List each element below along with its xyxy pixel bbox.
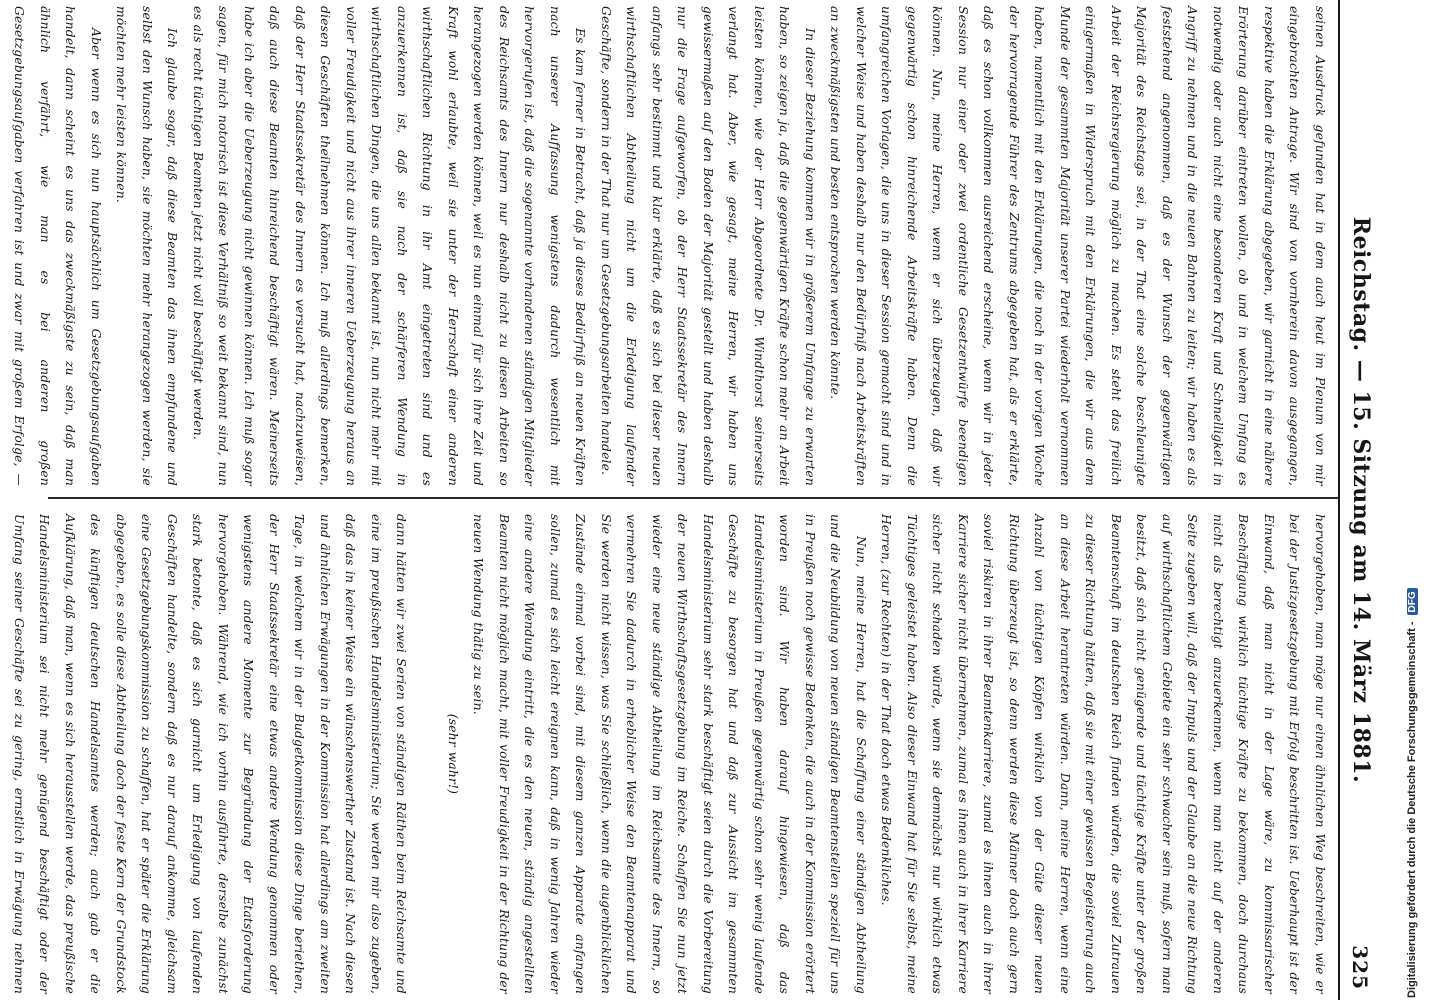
paragraph: Es kam ferner in Betracht, daß ja dieses Bedürfniß an neuen Kräften nach unserer Auffassung wenigstens dadurch wesentlich mit hervorgerufen ist, daß die sogenannte vorhandenen ständigen Mitglieder des Reichsamts des Innern nur deshalb nicht zu diesen Arbeiten so herangezogen werden können, weil es nun einmal für sich ihre Zeit und Kraft wohl erlaubte, weil sie unter der Herrschaft einer anderen wirthschaftlichen Richtung in ihr Amt eingetreten sind und es anzuerkennen ist, daß sie nach der schärferen Wendung in wirthschaftlichen Dingen, die uns allen bekannt ist, nun nicht mehr mit voller Freudigkeit und nicht aus ihrer inneren Ueberzeugung heraus an diesen Geschäften theilnehmen können. Ich muß allerdings bemerken, daß der Herr Staatssekretär des Innern es versucht hat, nachzuweisen, daß auch diese Beamten hinreichend beschäftigt wären. Meinerseits habe ich aber die Ueberzeugung nicht gewinnen können. Ich muß sogar sagen, für mich notorisch ist diese Verhältniß so weit bekannt sind, nun es als recht tüchtigen Beamten jetzt nicht voll beschäftigt werden.	[191, 6, 588, 486]
section-gap	[414, 514, 440, 994]
page-number: 325	[1348, 945, 1372, 990]
credit-text: Digitalisierung gefördert durch die Deutsche Forschungsgemeinschaft -	[1406, 621, 1418, 998]
left-column	[0, 6, 1332, 486]
paragraph: Nun, meine Herren, hat die Schaffung einer ständigen Abtheilung und die Neubildung von neuen ständigen Beamtenstellen speziell für uns in Preußen noch gewisse Bedenken, die auch in der Kommission erörtert worden sind. Wir haben darauf hingewiesen, daß das Handelsministerium in Preußen gegenwärtig schon sehr wenig laufende Geschäfte zu besorgen hat und daß zur Aussicht im gesammten Handelsministerium sehr stark beschäftigt seien durch die Vorbereitung der neuen Wirthschaftsgesetzgebung im Reiche. Schaffen Sie nun jetzt wieder eine neue ständige Abtheilung im Reichsamte des Innern, so vermehren Sie dadurch in erheblicher Weise den Beamtenapparat und Sie werden nicht wissen, was Sie schließlich, wenn die augenblicklichen Zustände einmal vorbei sind, mit diesem ganzen Apparate anfangen sollen, zumal es sich leicht ereignen kann, daß in wenig Jahren wieder eine andere Wendung eintritt, die es den neuen, ständig angestellten Beamten nicht möglich macht, mit voller Freudigkeit in der Richtung der neuen Wendung thätig zu sein.	[471, 514, 868, 994]
paragraph: Ich glaube sogar, daß diese Beamten das ihnen empfundene und selbst den Wunsch haben, sie möchten mehr herangezogen werden, sie möchten mehr leisten können.	[114, 6, 180, 486]
page-header	[1334, 0, 1390, 1000]
paragraph: dann hätten wir zwei Serien von ständigen Räthen beim Reichsamte und eine im preußischen Handelsministerium; Sie werden mir also zugeben, daß das in keiner Weise ein wünschenswerther Zustand ist. Nach diesen und ähnlichen Erwägungen in der Kommission hat allerdings am zweiten Tage, in welchem wir in der Budgetkommission diese Dinge beriethen, der Herr Staatssekretär eine etwas andere Wendung genommen oder wenigstens andere Momente zur Begründung der Etatsforderung hervorgehoben. Während, wie ich vorhin ausführte, derselbe zunächst stark betonte, daß es sich garnicht um Erledigung von laufenden Geschäften handelte, sondern daß es nur darauf ankomme, gleichsam eine Gesetzgebungskommission zu schaffen, hat er später die Erklärung abgegeben, es solle diese Abtheilung doch der feste Kern der Grundstock des künftigen deutschen Handelsamtes werden; auch gab er die Aufklärung, daß man, wenn es sich herausstellen werde, das preußische Handelsministerium sei nicht mehr genügend beschäftigt oder der Umfang seiner Geschäfte sei zu gering, ernstlich in Erwägung nehmen	[12, 514, 409, 994]
dfg-logo: DFG	[1407, 588, 1418, 615]
paragraph: seinen Ausdruck gefunden hat in dem auch heut im Plenum von mir eingebrachten Antrage. Wir sind von vornherein davon ausgegangen, respektive haben die Erklärung abgegeben, wir garnicht in eine nähere Erörterung darüber eintreten wollen, ob und in welchem Umfang es notwendig oder auch nicht eine besonderen Kraft und Schnelligkeit in Angriff zu nehmen und in die neuen Bahnen zu leiten; wir haben es als feststehend angenommen, daß es der Wunsch der gegenwärtigen Majorität des Reichstags sei, in der That eine solche beschleunigte Arbeit der Reichsregierung möglich zu machen. Es steht das freilich einigermaßen in Widerspruch mit den Erklärungen, die wir aus dem Munde der gesammten Majorität unserer Partei wiederholt vernommen haben, namentlich mit den Erklärungen, die noch in der vorigen Woche der hervorragende Führer des Zentrums abgegeben hat, als er erklärte, daß es schon vollkommen ausreichend erscheine, wenn wir in jeder Session nur einer oder zwei ordentliche Gesetzentwürfe beendigen können. Nun, meine Herren, wenn er sich überzeugen, daß wir gegenwärtig schon hinreichende Arbeitskräfte haben. Denn die umfangreichen Vorlagen, die uns in dieser Session gemacht sind und in welcher Weise und haben deshalb nur den Bedürfniß nach Arbeitskräften an zweckmäßigsten und besten entsprochen werden könnte.	[828, 6, 1327, 486]
paragraph: Aber wenn es sich nun hauptsächlich um Gesetzgebungsaufgaben handelt, dann scheint es uns das zweckmäßigste zu sein, daß man ähnlich verfährt, wie man es bei anderen großen Gesetzgebungsaufgaben verfahren ist und zwar mit großem Erfolge, —	[12, 6, 103, 486]
digitization-credit	[1406, 588, 1418, 998]
paragraph: hervorgehoben, man möge nur einen ähnlichen Weg beschreiten, wie er bei der Justizgesetzgebung mit Erfolg beschritten ist. Ueberhaupt ist der Einwand, daß man nicht in der Lage wäre, zu kommissarischer Beschäftigung wirklich tüchtige Kräfte zu bekommen, doch durchaus nicht als berechtigt anzuerkennen, wenn man nicht auf der anderen Seite zugeben will, daß der Impuls und der Glaube an die neue Richtung auf wirthschaftlichem Gebiete ein sehr schwacher sein muß, sofern man besitzt, daß sich nicht genügende und tüchtige Kräfte unter der großen Beamtenschaft im deutschen Reich finden würden, die soviel Zutrauen zu dieser Richtung hätten, daß sie mit einer gewissen Begeisterung auch an diese Arbeit herantreten würden. Dann, meine Herren, wenn eine Anzahl von tüchtigen Köpfen wirklich von der Güte dieser neuen Richtung überzeugt ist, so denn werden diese Männer doch auch gern soviel riskiren in ihrer Beamtenkarriere, zumal es ihnen auch in ihrer Karriere sicher nicht übernehmen, zumal es ihnen auch in ihrer Karriere sicher nicht schaden würde, wenn sie demnächst nur wirklich etwas Tüchtiges geleistet haben. Also dieser Einwand hat für Sie selbst, meine Herren, (zur Rechten) in der That doch etwas Bedenkliches.	[879, 514, 1327, 994]
interjection: (sehr wahr!)	[446, 713, 460, 795]
header-rule	[1338, 0, 1340, 1000]
newspaper-page	[12, 0, 1390, 1000]
column-divider	[48, 497, 1338, 499]
right-column	[0, 514, 1332, 994]
page-title: Reichstag. — 15. Sitzung am 14. März 1881.	[1348, 216, 1374, 784]
paragraph: In dieser Beziehung kommen wir in größerem Umfange zu erwarten haben, so zeigen ja, daß die gegenwärtigen Kräfte schon mehr an Arbeit leisten können, wie der Herr Abgeordnete Dr. Windthorst seinerseits verlangt hat. Aber, wie gesagt, meine Herren, wir haben uns gewissermaßen auf den Boden der Majorität gestellt und haben deshalb nur die Frage aufgeworfen, ob der Herr Staatssekretär des Innern anfangs sehr bestimmt und klar erklärte, daß es sich bei dieser neuen wirthschaftlichen Abtheilung nicht um die Erledigung laufender Geschäfte, sondern in der That nur um Gesetzgebungsarbeiten handele.	[599, 6, 817, 486]
